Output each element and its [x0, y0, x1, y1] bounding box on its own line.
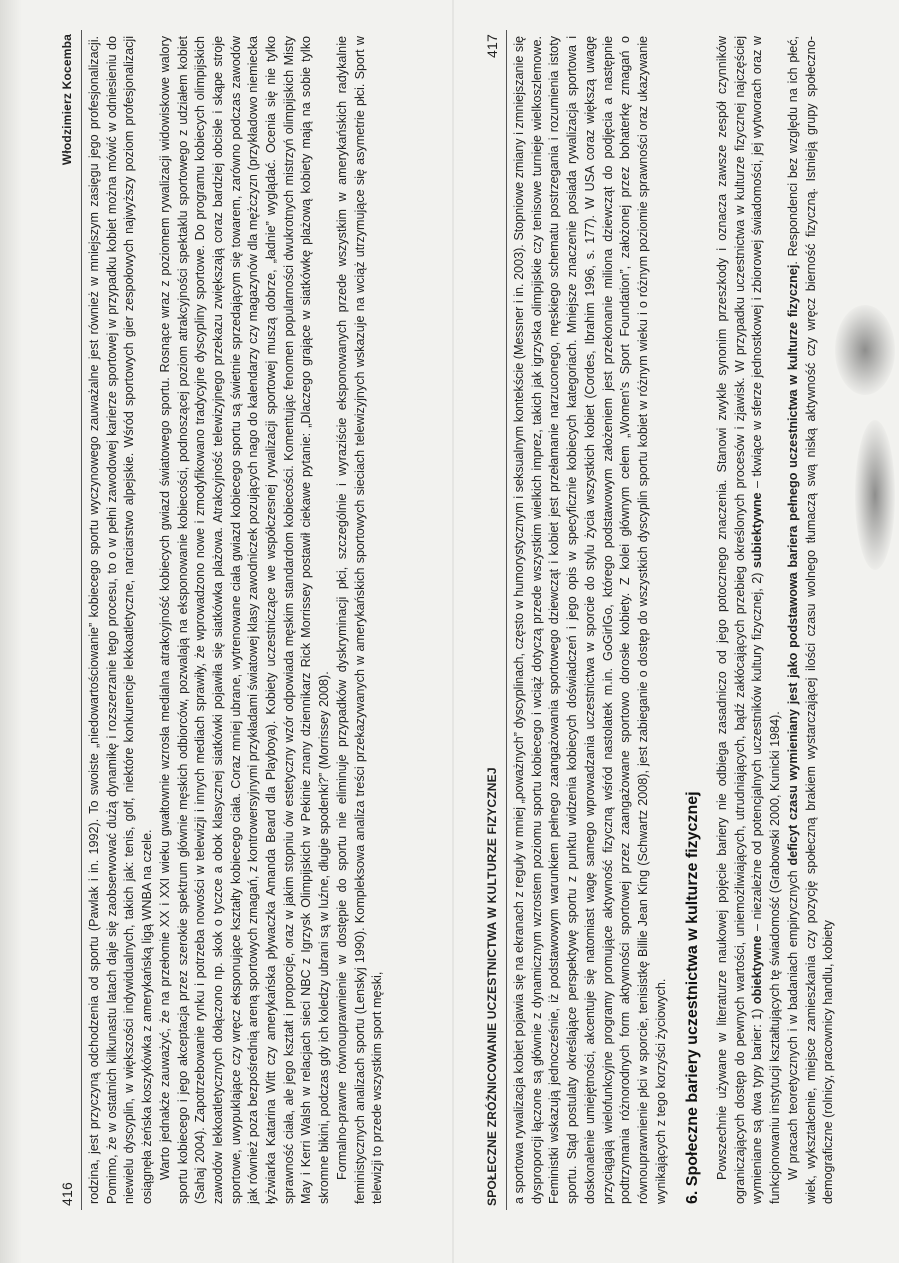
scan-smudge: [855, 420, 895, 570]
scan-smudge: [835, 305, 895, 395]
right-page: [480, 30, 899, 1210]
right-running-head: SPOŁECZNE ZRÓŻNICOWANIE UCZESTNICTWA W KULTURZE FIZYCZNEJ: [485, 767, 500, 1206]
left-page-header: [55, 30, 82, 1210]
paragraph: a sportowa rywalizacja kobiet pojawia się na ekranach z reguły w mniej „poważnych” dyscyplinach, często w humorystycznym i seksualnym kontekście (Messner i in. 2003). Stopniowe zmiany i zmniejszanie się dysproporcji łączone są głównie z dynamicznym wzrostem poziomu sportu kobiecego i wciąż dotyczą przede wszystkim wielkich imprez, takich jak igrzyska olimpijskie czy tenisowe turnieje wielkoszlemowe. Feministki wskazują jednocześnie, iż podstawowym warunkiem pełnego zaangażowania sportowego dziewcząt i kobiet jest przełamanie narzuconego, męskiego schematu postrzegania i rozumienia istoty sportu. Stąd postulaty określające perspektywę sportu z punktu widzenia kobiecych doświadczeń i jego opis w specyficznie kobiecych kategoriach. Mniejsze znaczenie posiada rywalizacja sportowa i doskonalenie umiejętności, akcentuje się natomiast wagę samego wprowadzania uczestnictwa w sporcie do stylu życia wszystkich kobiet (Cordes, Ibrahim 1996, s. 177). W USA coraz większą uwagę przyciągają wielofunkcyjne programy promujące aktywność fizyczną wśród nastolatek m.in. GoGirlGo, którego podstawowym założeniem jest przekonanie miliona dziewcząt do podjęcia a następnie podtrzymania różnorodnych form aktywności sportowej przez zaangażowane sportowo dorosłe kobiety. Z kolei głównym celem „Women's Sport Foundation”, założonej przez bohaterkę zmagań o równouprawnienie płci w sporcie, tenisistkę Billie Jean King (Schwartz 2008), jest zabieganie o dostęp do wszystkich dyscyplin sportu kobiet w różnym wieku i o różnym poziomie sprawności oraz ukazywanie wynikających z tego korzyści życiowych.: [512, 36, 668, 1204]
right-page-header: [480, 30, 507, 1210]
paragraph: rodzina, jest przyczyną odchodzenia od sportu (Pawlak i in. 1992). To swoiste „niedowartościowanie” kobiecego sportu wyczynowego zauważalne jest również w mniejszym zasięgu jego profesjonalizacji. Pomimo, że w ostatnich kilkunastu latach daje się zaobserwować dużą dynamikę i rozszerzanie tego procesu, to o w pełni zawodowej karierze sportowej w przypadku kobiet można mówić w odniesieniu do niewielu dyscyplin, w większości indywidualnych, takich jak: tenis, golf, niektóre konkurencje lekkoatletyczne, narciarstwo alpejskie. Wśród sportowych gier zespołowych najwyższy poziom profesjonalizacji osiągnęła żeńska koszykówka z amerykańską ligą WNBA na czele.: [87, 36, 155, 1204]
section-heading: 6. Społeczne bariery uczestnictwa w kulturze fizycznej: [684, 791, 702, 1204]
right-page-body: [507, 30, 838, 1210]
paragraph: Powszechnie używane w literaturze naukowej pojęcie bariery nie odbiega zasadniczo od jego potocznego znaczenia. Stanowi zwykle synonim przeszkody i oznacza zawsze zespół czynników ograniczających dostęp do pewnych wartości, uniemożliwiających, utrudniających, bądź zakłócających przebieg określonych procesów i zjawisk. W przypadku uczestnictwa w kulturze fizycznej najczęściej wymieniane są dwa typy barier: 1) obiektywne – niezależne od potencjalnych uczestników kultury fizycznej, 2) subiektywne – tkwiące w sferze jednostkowej i zbiorowej świadomości, jej wytworach oraz w funkcjonowaniu instytucji kształtujących tę świadomość (Grabowski 2000, Kunicki 1984).: [715, 35, 783, 1204]
left-page-body: [82, 30, 387, 1210]
right-page-number: 417: [484, 34, 501, 58]
scan-edge-shadow: [0, 0, 22, 1263]
paragraph: W pracach teoretycznych i w badaniach empirycznych deficyt czasu wymieniany jest jako podstawowa bariera pełnego uczestnictwa w kulturze fizycznej. Respondenci bez względu na ich płeć, wiek, wykształcenie, miejsce zamieszkania czy pozycję społeczną brakiem wystarczającej ilości czasu wolnego tłumaczą swą niską aktywność czy wręcz bierność fizyczną. Istnieją grupy społeczno-demograficzne (rolnicy, pracownicy handlu, kobiety: [785, 36, 836, 1204]
left-running-head: Włodzimierz Kocemba: [60, 34, 75, 166]
left-page-number: 416: [59, 1182, 76, 1206]
paragraph: Formalno-prawne równouprawnienie w dostępie do sportu nie eliminuje przypadków dyskryminacji płci, szczególnie i wyraziście eksponowanych przede wszystkim w amerykańskich radykalnie feministycznych analizach sportu (Lenskyj 1990). Kompleksowa analiza treści przekazywanych w amerykańskich sportowych sieciach telewizyjnych wskazuje na wciąż utrzymujące się asymetrie płci. Sport w telewizji to przede wszystkim sport męski,: [334, 36, 385, 1204]
paragraph: Warto jednakże zauważyć, że na przełomie XX i XXI wieku gwałtownie wzrosła medialna atrakcyjność kobiecych gwiazd światowego sportu. Rosnące wraz z poziomem rywalizacji widowiskowe walory sportu kobiecego i jego akceptacja przez szerokie spektrum głównie męskich odbiorców, pozwalają na eksponowanie kobiecości, podnoszącej poziom atrakcyjności spektaklu sportowego z udziałem kobiet (Sahaj 2004). Zapotrzebowanie rynku i potrzeba nowości w telewizji i innych mediach sprawiły, że wprowadzono nowe i zmodyfikowano tradycyjne dyscypliny sportowe. Do programu kobiecych olimpijskich zawodów lekkoatletycznych dołączono np. skok o tyczce a obok klasycznej siatkówki pojawiła się siatkówka plażowa. Atrakcyjność telewizyjnego przekazu zwiększają coraz bardziej obcisłe i skąpe stroje sportowe, uwypuklające czy wręcz eksponujące kształty kobiecego ciała. Coraz mniej ubrane, wytrenowane ciała gwiazd kobiecego sportu są świetnie sprzedającym się towarem, zarówno podczas zawodów jak również poza bezpośrednią areną sportowych zmagań, z kontrowersyjnymi przykładami światowej klasy zawodniczek pozujących nago do kalendarzy czy magazynów dla mężczyzn (przykładowo niemiecka łyżwiarka Katarina Witt czy amerykańska pływaczka Amanda Beard dla Playboya). Kobiety uczestniczące we współczesnej rywalizacji sportowej muszą dobrze, „ładnie” wyglądać. Ocenia się nie tylko sprawność ciała, ale jego kształt i proporcje, oraz w jakim stopniu ów estetyczny wzór odpowiada męskim standardom kobiecości. Komentując fenomen popularności dwukrotnych mistrzyń olimpijskich Misty May i Kerri Walsh w relacjach sieci NBC z Igrzysk Olimpijskich w Pekinie znany dziennikarz Rick Morrissey postawił ciekawe pytanie: „Dlaczego grające w siatkówkę plażową kobiety mają na sobie tylko skromne bikini, podczas gdy ich koledzy ubrani są w luźne, długie spodenki?” (Morrissey 2008).: [157, 36, 332, 1204]
